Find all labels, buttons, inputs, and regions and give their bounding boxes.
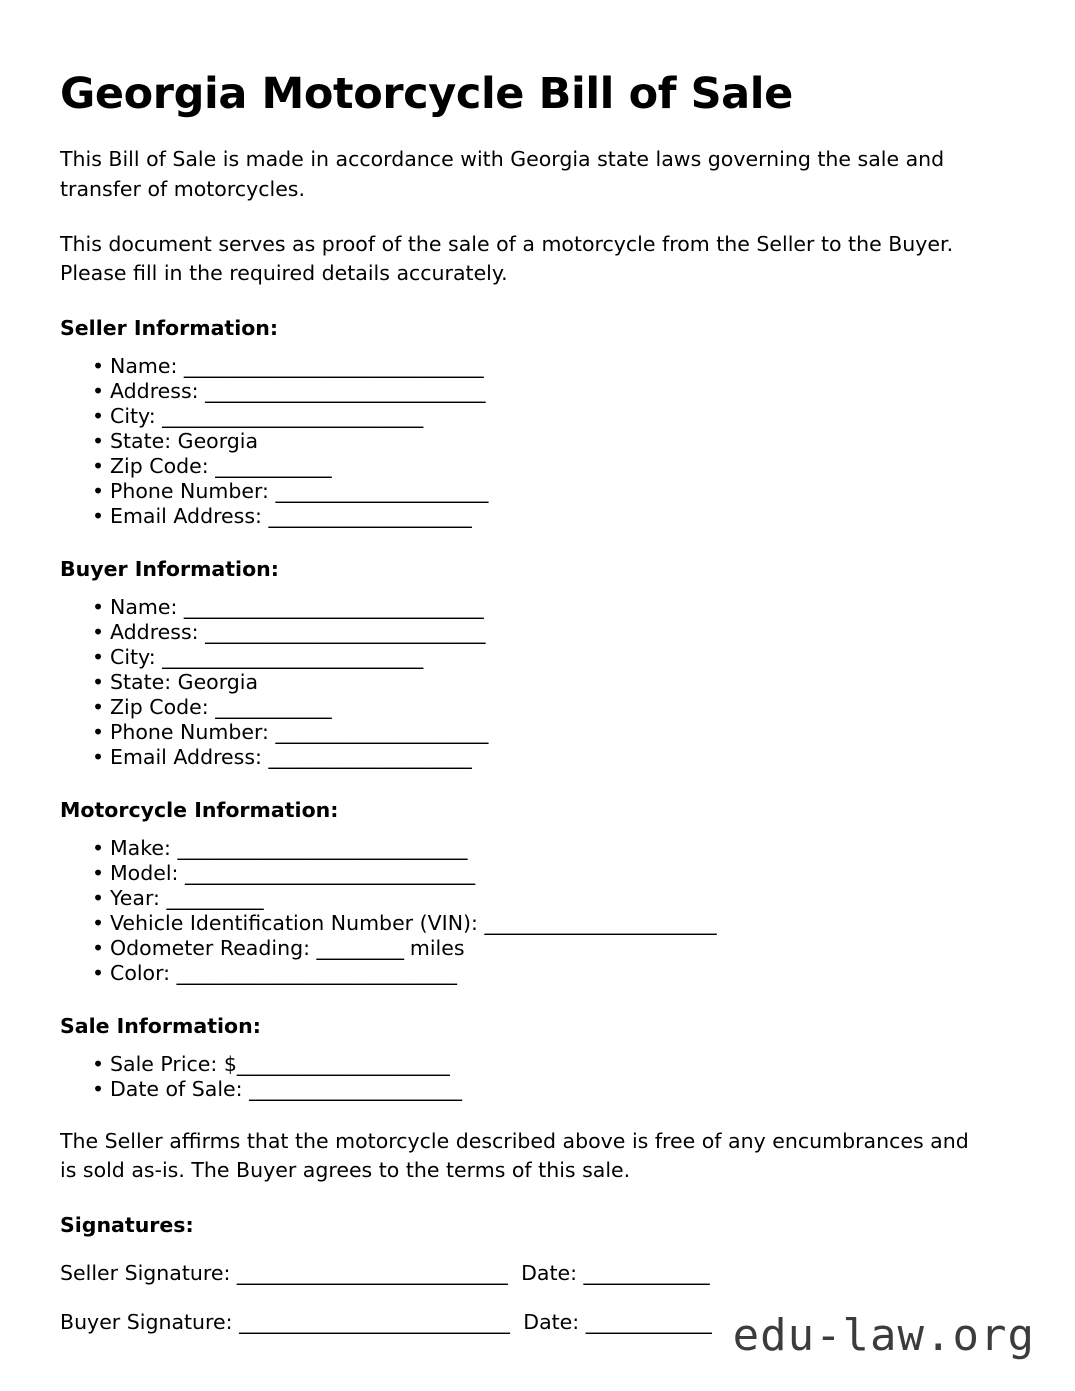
field-buyer-zip-code — [60, 695, 1020, 720]
seller-date-blank[interactable]: _____________ — [583, 1261, 709, 1286]
buyer-information-heading: Buyer Information: — [60, 556, 279, 581]
field-blank[interactable]: _______________________________ — [183, 353, 484, 378]
field-seller-address — [60, 379, 1020, 404]
motorcycle-information-fields — [60, 836, 1020, 986]
field-buyer-state — [60, 670, 1020, 695]
field-motorcycle-make — [60, 836, 1020, 861]
field-label: Date of Sale: — [110, 1076, 250, 1101]
field-seller-city — [60, 404, 1020, 429]
field-label: Zip Code: — [110, 453, 216, 478]
field-blank[interactable]: ___________________________ — [162, 644, 423, 669]
field-seller-state — [60, 429, 1020, 454]
buyer-signature-label: Buyer Signature: — [60, 1310, 240, 1335]
field-blank[interactable]: ___________________________ — [162, 403, 423, 428]
field-seller-phone-number — [60, 479, 1020, 504]
field-buyer-email-address — [60, 745, 1020, 770]
field-label: Phone Number: — [110, 719, 276, 744]
buyer-date-label: Date: — [523, 1310, 586, 1335]
field-motorcycle-vin — [60, 911, 1020, 936]
field-label: Address: — [110, 619, 206, 644]
field-label: Address: — [110, 378, 206, 403]
field-seller-name — [60, 354, 1020, 379]
field-buyer-city — [60, 645, 1020, 670]
sale-information-fields — [60, 1052, 1020, 1102]
field-blank[interactable]: _____________________ — [268, 744, 472, 769]
field-label: Vehicle Identification Number (VIN): — [110, 910, 485, 935]
seller-signature-blank[interactable]: ____________________________ — [236, 1261, 508, 1286]
intro-paragraph-2: This document serves as proof of the sale of a motorcycle from the Seller to the Buyer. Please fill in the required details accurately. — [60, 231, 954, 285]
field-seller-zip-code — [60, 454, 1020, 479]
seller-date-label: Date: — [521, 1261, 584, 1286]
field-blank[interactable]: ______________________ — [275, 478, 488, 503]
field-motorcycle-year — [60, 886, 1020, 911]
field-blank[interactable]: _____________________ — [268, 503, 472, 528]
field-label: State: Georgia — [110, 669, 259, 694]
field-motorcycle-model — [60, 861, 1020, 886]
field-buyer-address — [60, 620, 1020, 645]
page-title: Georgia Motorcycle Bill of Sale — [60, 69, 793, 119]
field-label: State: Georgia — [110, 428, 259, 453]
field-buyer-phone-number — [60, 720, 1020, 745]
field-blank[interactable]: ____________ — [215, 453, 331, 478]
seller-signature-row — [60, 1261, 1020, 1286]
field-label: Odometer Reading: — [110, 935, 317, 960]
field-blank[interactable]: _________ — [316, 935, 404, 960]
field-blank[interactable]: _____________________________ — [205, 378, 485, 403]
field-blank[interactable]: ____________ — [215, 694, 331, 719]
field-blank[interactable]: ______________________ — [275, 719, 488, 744]
field-label: Email Address: — [110, 744, 269, 769]
field-blank[interactable]: ______________________ — [249, 1076, 462, 1101]
field-label: Color: — [110, 960, 177, 985]
field-label: Email Address: — [110, 503, 269, 528]
seller-signature-label: Seller Signature: — [60, 1261, 237, 1286]
field-buyer-name — [60, 595, 1020, 620]
sale-information-heading: Sale Information: — [60, 1013, 261, 1038]
buyer-signature-blank[interactable]: ____________________________ — [239, 1310, 510, 1335]
field-label: City: — [110, 644, 163, 669]
field-seller-email-address — [60, 504, 1020, 529]
intro-paragraph-1: This Bill of Sale is made in accordance with Georgia state laws governing the sale and transfer of motorcycles. — [60, 147, 945, 201]
seller-information-heading: Seller Information: — [60, 315, 279, 340]
buyer-date-blank[interactable]: _____________ — [585, 1310, 712, 1335]
field-label: Phone Number: — [110, 478, 276, 503]
field-label: Year: — [110, 885, 167, 910]
motorcycle-information-heading: Motorcycle Information: — [60, 797, 339, 822]
signatures-heading: Signatures: — [60, 1213, 194, 1238]
field-label: City: — [110, 403, 163, 428]
field-blank[interactable]: ______________________ — [236, 1051, 450, 1076]
field-motorcycle-color — [60, 961, 1020, 986]
field-blank[interactable]: ______________________________ — [184, 860, 475, 885]
field-motorcycle-odometer — [60, 936, 1020, 961]
affirmation-paragraph: The Seller affirms that the motorcycle described above is free of any encumbrances and is sold as-is. The Buyer agrees to the terms of this sale. — [60, 1128, 969, 1182]
field-label: Model: — [110, 860, 185, 885]
field-date-of-sale — [60, 1077, 1020, 1102]
field-blank[interactable]: ______________________________ — [177, 835, 467, 860]
field-sale-price — [60, 1052, 1020, 1077]
field-label: Zip Code: — [110, 694, 216, 719]
field-label: Sale Price: $ — [110, 1051, 237, 1076]
field-suffix: miles — [403, 935, 465, 960]
field-blank[interactable]: _______________________________ — [183, 594, 484, 619]
site-watermark: edu-law.org — [732, 1310, 1035, 1361]
seller-information-fields — [60, 354, 1020, 529]
field-blank[interactable]: _____________________________ — [176, 960, 457, 985]
field-label: Name: — [110, 353, 184, 378]
buyer-information-fields — [60, 595, 1020, 770]
field-label: Name: — [110, 594, 184, 619]
field-label: Make: — [110, 835, 178, 860]
field-blank[interactable]: _____________________________ — [205, 619, 485, 644]
field-blank[interactable]: __________ — [166, 885, 263, 910]
field-blank[interactable]: ________________________ — [484, 910, 717, 935]
